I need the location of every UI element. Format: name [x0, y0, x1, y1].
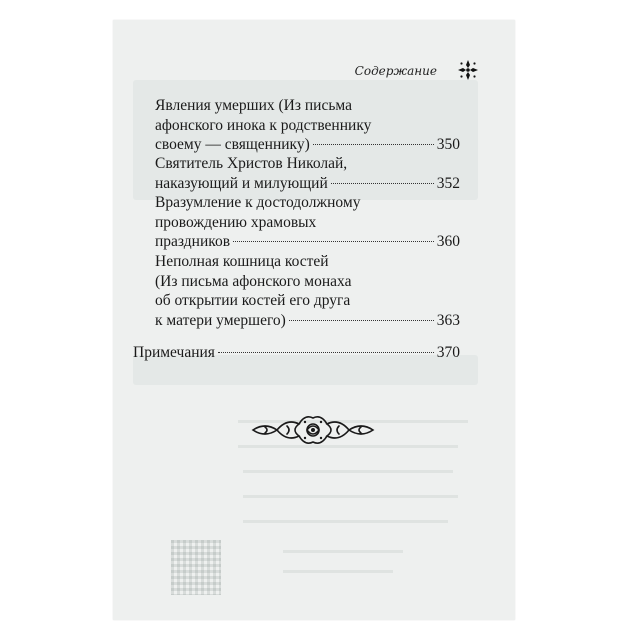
toc-entry[interactable] [155, 193, 460, 252]
dot-leader [233, 241, 434, 242]
cross-ornament-icon [457, 59, 479, 81]
bleed-through-qr [171, 540, 221, 595]
toc-entry[interactable] [155, 252, 460, 330]
toc-entry-title-line: об открытии костей его друга [155, 292, 351, 309]
bleed-through-line [283, 570, 393, 573]
toc-entry-last-line [155, 232, 460, 252]
toc-page-number: 350 [436, 136, 460, 153]
floral-vignette-icon [251, 410, 375, 450]
toc-entry[interactable] [155, 154, 460, 193]
toc-entry-title-line: к матери умершего) [155, 311, 286, 329]
bleed-through-line [243, 470, 453, 473]
toc-entry-last-line [155, 174, 460, 194]
toc-notes-label: Примечания [133, 344, 215, 361]
toc-entry-title-line: афонского инока к родственнику [155, 116, 372, 134]
toc-entry-title-line: провождению храмовых [155, 213, 317, 231]
running-header: Содержание [354, 64, 437, 78]
toc-entry-title-line: праздников [155, 233, 231, 250]
bleed-through-line [243, 495, 458, 498]
dot-leader [331, 183, 434, 184]
toc-entry-title-line: своему — священнику) [155, 136, 310, 153]
toc-entry-title-line: наказующий и милующий [155, 174, 328, 192]
bleed-through-line [243, 520, 448, 523]
book-page [113, 20, 515, 620]
bleed-through-line [283, 550, 403, 553]
toc-entry-notes[interactable] [133, 343, 460, 363]
toc-page-number: 363 [436, 311, 460, 329]
dot-leader [218, 352, 434, 353]
toc-entry[interactable] [155, 96, 460, 155]
dot-leader [289, 320, 434, 321]
toc-entry-last-line [133, 343, 460, 363]
toc-page-number: 360 [436, 233, 460, 250]
toc-entry-title-line: Вразумление к достодолжному [155, 194, 361, 211]
toc-page-number: 370 [436, 344, 460, 361]
toc-entry-title-line: (Из письма афонского монаха [155, 272, 352, 290]
toc-entry-last-line [155, 135, 460, 155]
toc-entry-title-line: Неполная кошница костей [155, 253, 329, 270]
dot-leader [313, 144, 434, 145]
toc-entry-title-line: Святитель Христов Николай, [155, 155, 348, 172]
toc-page-number: 352 [436, 174, 460, 192]
toc-entry-last-line [155, 311, 460, 331]
toc-entry-title-line: Явления умерших (Из письма [155, 97, 352, 114]
